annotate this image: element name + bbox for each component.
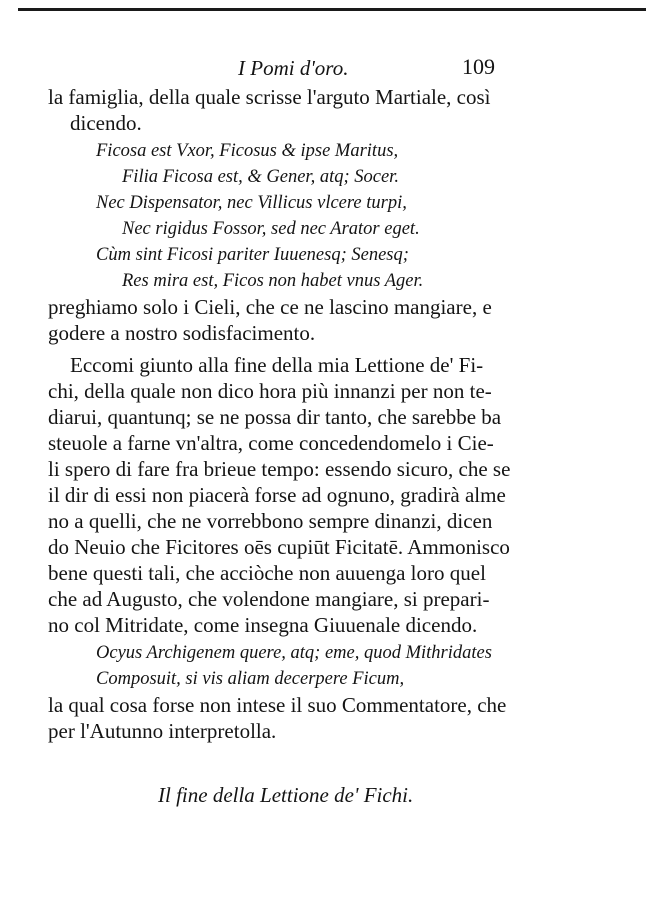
text-line: che ad Augusto, che volendone mangiare, si prepari- bbox=[48, 587, 490, 611]
text-line: bene questi tali, che acciòche non auuenga loro quel bbox=[48, 561, 486, 585]
text-line: la qual cosa forse non intese il suo Commentatore, che bbox=[48, 693, 507, 717]
running-head bbox=[48, 52, 568, 84]
verse-line: Composuit, si vis aliam decerpere Ficum, bbox=[96, 669, 405, 689]
text-line: chi, della quale non dico hora più innanzi per non te- bbox=[48, 379, 492, 403]
verse-line: Res mira est, Ficos non habet vnus Ager. bbox=[122, 271, 424, 291]
text-line: per l'Autunno interpretolla. bbox=[48, 719, 277, 743]
verse-line: Filia Ficosa est, & Gener, atq; Socer. bbox=[122, 167, 399, 187]
text-line: Eccomi giunto alla fine della mia Lettione de' Fi- bbox=[70, 353, 484, 377]
text-line: no col Mitridate, come insegna Giuuenale dicendo. bbox=[48, 613, 478, 637]
text-line: preghiamo solo i Cieli, che ce ne lascino mangiare, e bbox=[48, 295, 492, 319]
paragraph-4 bbox=[48, 692, 568, 744]
verse-line: Ocyus Archigenem quere, atq; eme, quod Mithridates bbox=[96, 643, 492, 663]
page-number: 109 bbox=[462, 54, 495, 79]
verse-quote-martial bbox=[48, 138, 568, 294]
paragraph-1 bbox=[48, 84, 568, 136]
text-line: do Neuio che Ficitores oēs cupiūt Ficitatē. Ammonisco bbox=[48, 535, 510, 559]
text-line: diarui, quantunq; se ne possa dir tanto, che sarebbe ba bbox=[48, 405, 502, 429]
top-rule bbox=[18, 8, 646, 11]
verse-line: Ficosa est Vxor, Ficosus & ipse Maritus, bbox=[96, 141, 399, 161]
text-line: li spero di fare fra brieue tempo: essendo sicuro, che se bbox=[48, 457, 511, 481]
verse-line: Nec rigidus Fossor, sed nec Arator eget. bbox=[122, 219, 420, 239]
verse-quote-juvenal bbox=[48, 640, 568, 692]
verse-line: Cùm sint Ficosi pariter Iuuenesq; Senesq; bbox=[96, 245, 409, 265]
paragraph-2 bbox=[48, 294, 568, 346]
verse-line: Nec Dispensator, nec Villicus vlcere turpi, bbox=[96, 193, 407, 213]
text-line: dicendo. bbox=[70, 111, 142, 135]
text-line: steuole a farne vn'altra, come concedendomelo i Cie- bbox=[48, 431, 494, 455]
paragraph-3 bbox=[48, 352, 568, 638]
text-line: no a quelli, che ne vorrebbono sempre dinanzi, dicen bbox=[48, 509, 493, 533]
closing-line: Il fine della Lettione de' Fichi. bbox=[158, 783, 414, 807]
book-page bbox=[48, 52, 568, 808]
text-line: godere a nostro sodisfacimento. bbox=[48, 321, 316, 345]
running-title: I Pomi d'oro. bbox=[238, 56, 349, 80]
text-line: la famiglia, della quale scrisse l'arguto Martiale, così bbox=[48, 85, 491, 109]
text-line: il dir di essi non piacerà forse ad ognuno, gradirà alme bbox=[48, 483, 506, 507]
